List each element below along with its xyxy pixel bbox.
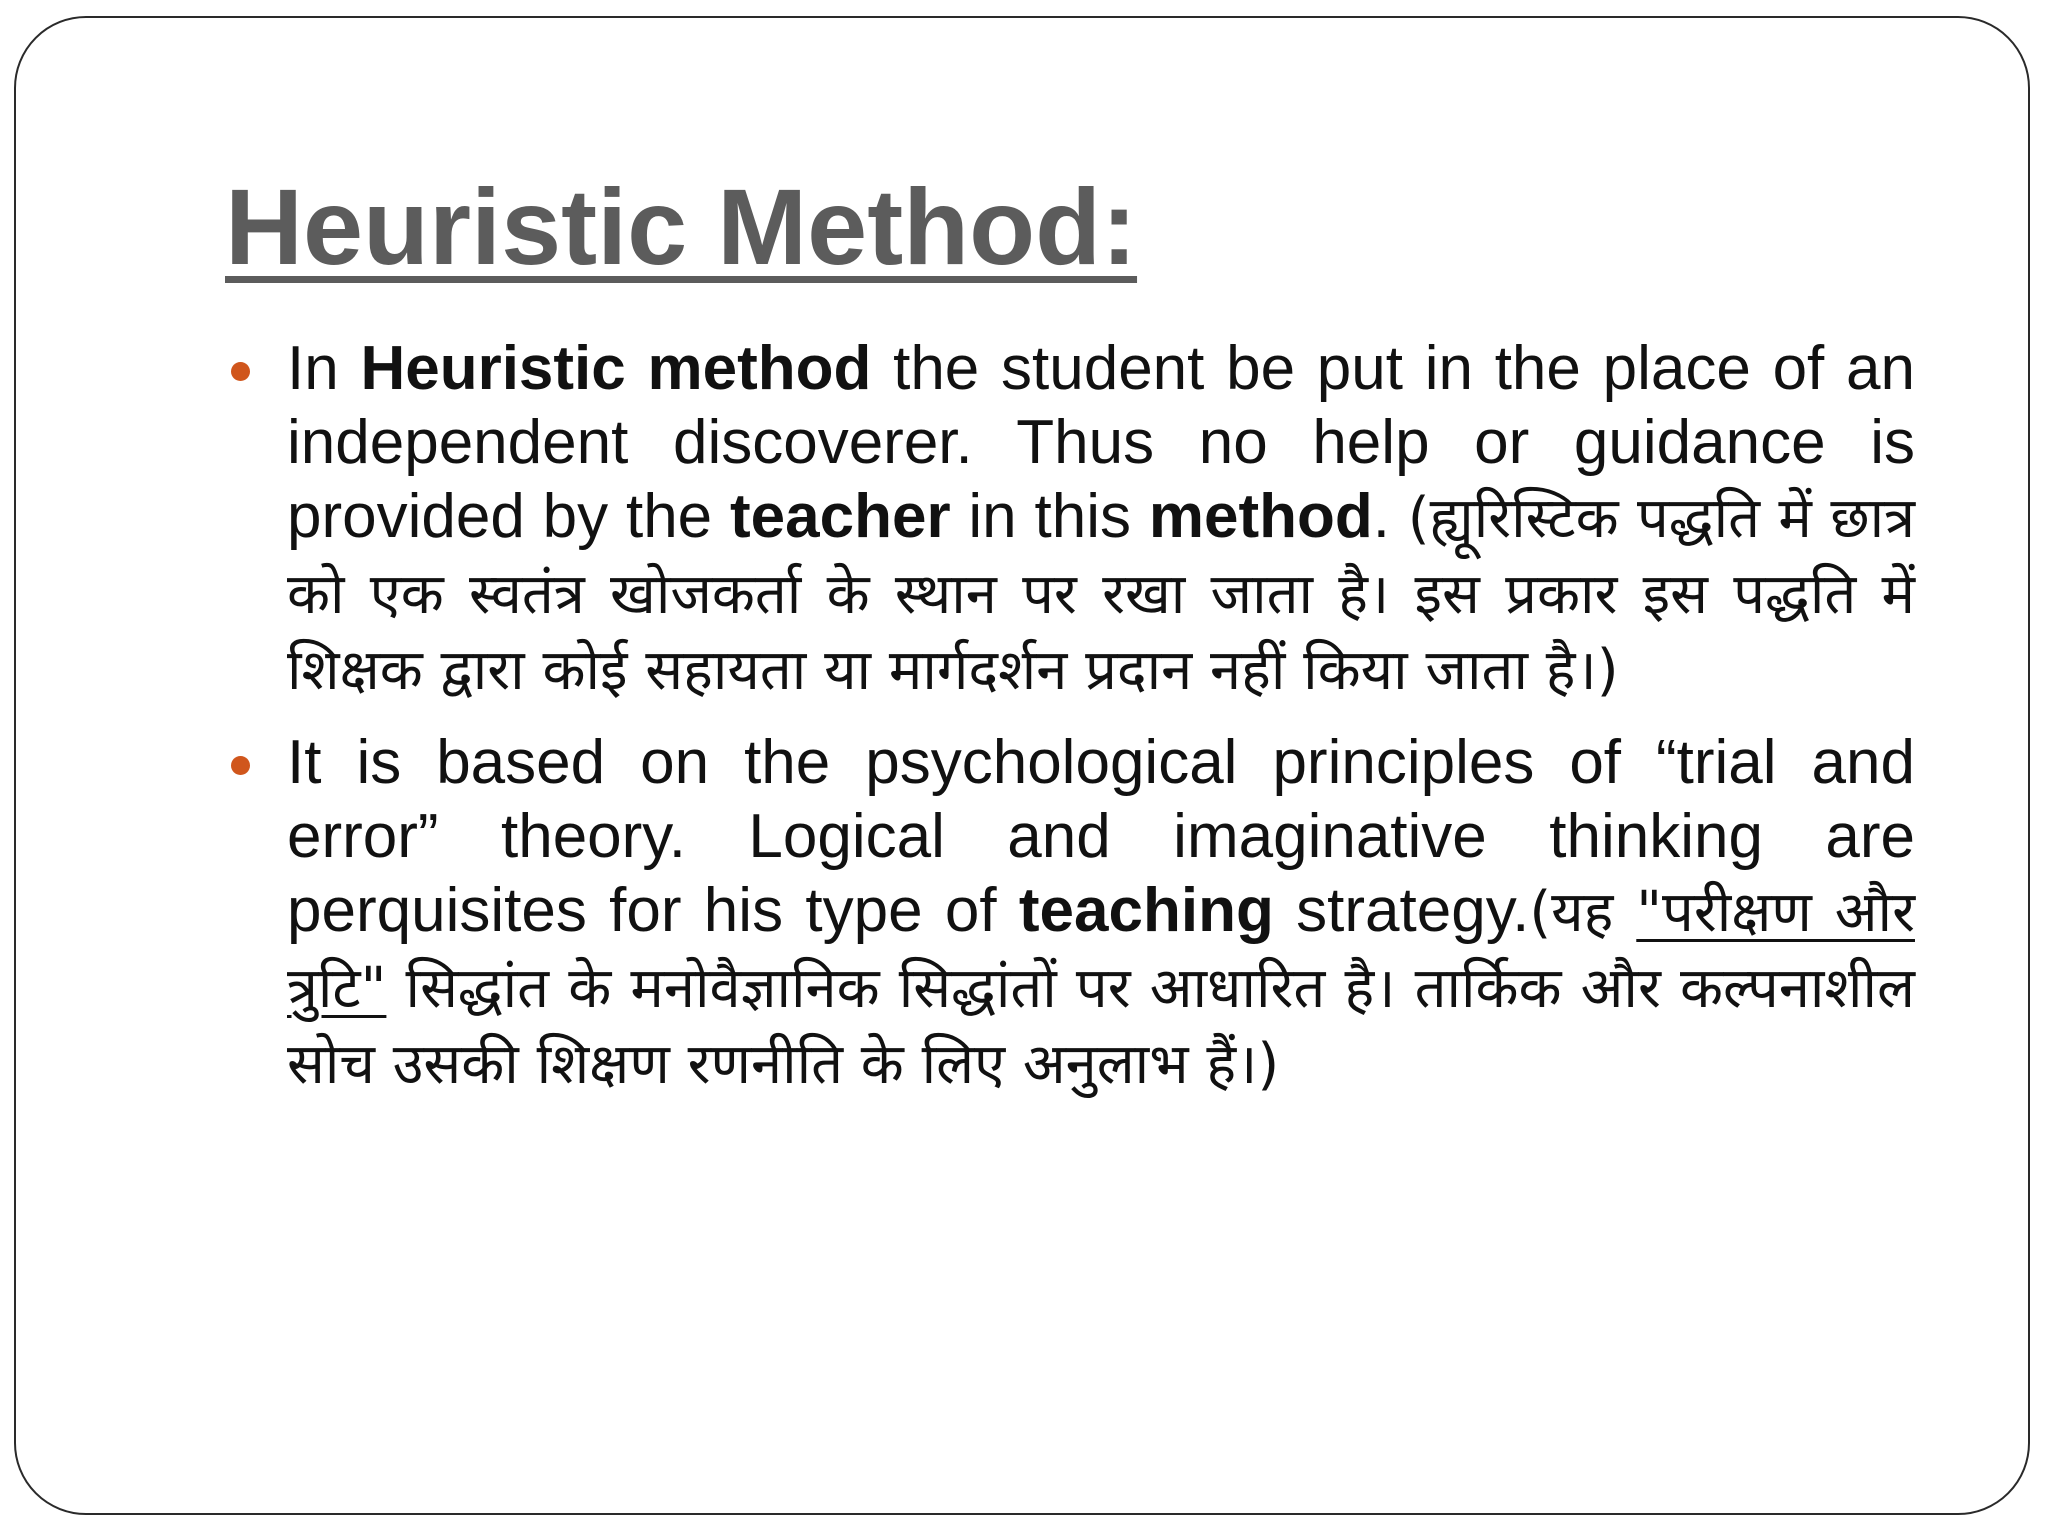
text-run: It is based on the psychological principles of “trial and error” theory. Logical and imaginative thinking are perquisites for his type of [287,728,1915,945]
bold-term-teacher: teacher [730,482,951,551]
bullet-list [225,332,1915,1120]
bullet-text-2 [287,726,1915,1102]
hindi-translation-start: (यह [1529,880,1637,945]
text-run: . [1372,482,1390,551]
bullet-dot-icon [231,756,250,775]
text-run: the student be put in the place of an independent discoverer. Thus no help or guidance is provided by the [287,334,1915,551]
bullet-item-2 [225,726,1915,1102]
bullet-dot-icon [231,362,250,381]
slide-title: Heuristic Method: [225,166,1138,287]
bold-term-method: method [1148,482,1373,551]
bullet-text-1 [287,332,1915,708]
hindi-translation: (ह्यूरिस्टिक पद्धति में छात्र को एक स्वतंत्र खोजकर्ता के स्थान पर रखा जाता है। इस प्रकार इस पद्धति में शिक्षक द्वारा कोई सहायता या मार्गदर्शन प्रदान नहीं किया जाता है।) [287,486,1915,703]
bold-term-heuristic-method: Heuristic method [360,334,872,403]
hindi-translation-rest: सिद्धांत के मनोवैज्ञानिक सिद्धांतों पर आधारित है। तार्किक और कल्पनाशील सोच उसकी शिक्षण रणनीति के लिए अनुलाभ हैं।) [287,956,1915,1097]
bold-term-teaching: teaching [1018,876,1274,945]
text-run: in this [950,482,1149,551]
hindi-underlined-phrase: "परीक्षण और त्रुटि" [287,880,1915,1021]
bullet-item-1 [225,332,1915,708]
text-run: In [287,334,361,403]
text-run: strategy. [1273,876,1530,945]
